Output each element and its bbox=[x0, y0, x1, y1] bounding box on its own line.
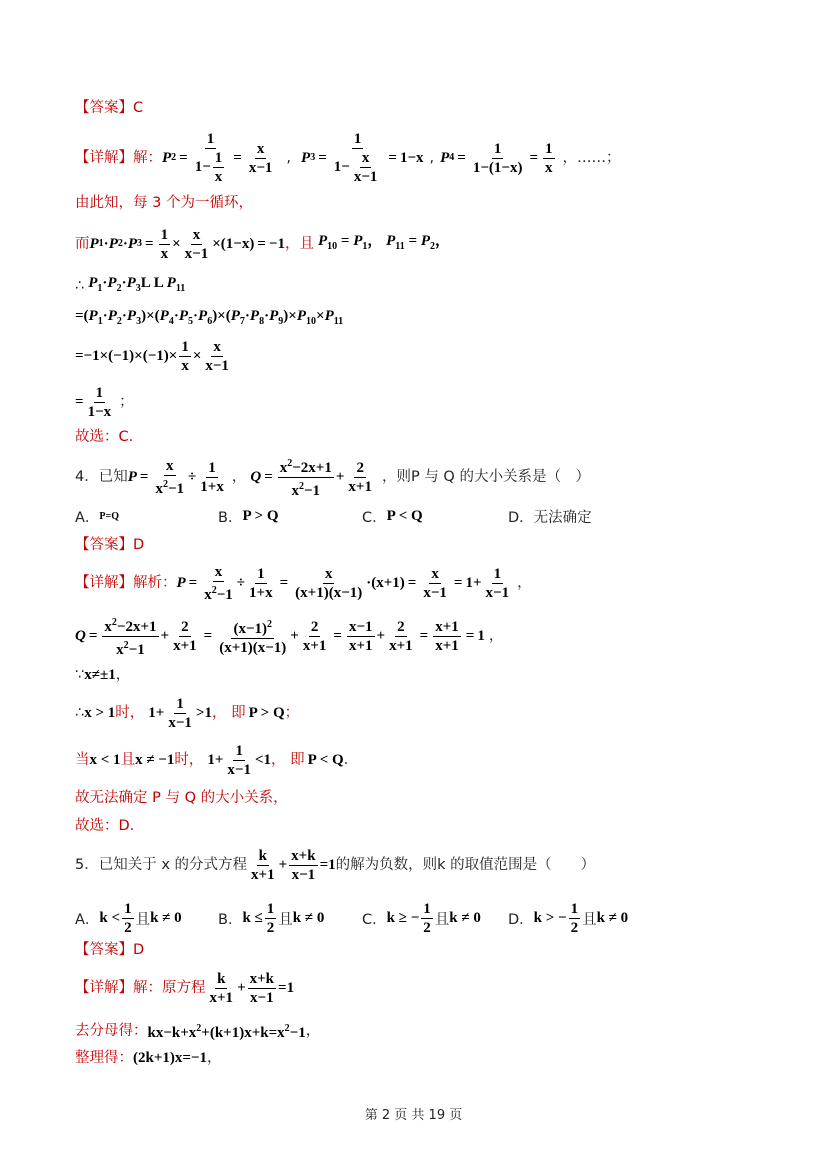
q3-p3-expression: P 3 = 1 1− $\frac{x}{x-1}$ = 1−x bbox=[301, 131, 424, 185]
option-key: A． bbox=[75, 510, 100, 526]
q4-because-expression: x≠±1 bbox=[84, 667, 116, 683]
option-condition: k < $\frac{1}{2}$ bbox=[99, 900, 132, 936]
option-key: C． bbox=[362, 911, 387, 928]
q4-when2: 时， bbox=[174, 752, 204, 768]
q5-step2-label: 整理得： bbox=[75, 1050, 133, 1066]
option-condition-b: k ≠ 0 bbox=[596, 909, 629, 926]
q4-option-b bbox=[218, 506, 279, 527]
option-and: 且 bbox=[135, 911, 151, 928]
option-key: C． bbox=[362, 510, 387, 526]
q4-case1-inequality: 1+ $\frac{1}{x-1}$ >1 bbox=[148, 695, 212, 731]
q5-stem bbox=[75, 845, 595, 885]
q4-case2-inequality: 1+ $\frac{1}{x-1}$ <1 bbox=[207, 742, 272, 778]
q4-q-simplification-expression: Q = $\frac{x^2-2x+1}{x^2-1}$ + $\frac{2}{x+1}$ = $\frac{(x-1)^2}{(x+1)(x-1)}$ + $\frac{2}{x+1}$ = $\frac{x-1}{x+1}$ + $\frac{2}{x+1}$ = $\frac{x+1}{x+1}$ = 1 bbox=[75, 616, 485, 658]
answer-label: 【答案】 bbox=[75, 942, 133, 958]
option-condition: k ≥ − $\frac{1}{2}$ bbox=[386, 900, 431, 936]
detail-label: 【详解】 bbox=[75, 150, 133, 166]
q4-case1-line: ∴ x > 1 时， 1+ $\frac{1}{x-1}$ >1 ， 即 P > Q ； bbox=[75, 695, 300, 731]
option-key: D． bbox=[508, 911, 534, 928]
option-key: B． bbox=[218, 911, 243, 928]
q5-number: 5． bbox=[75, 857, 99, 873]
option-and: 且 bbox=[434, 911, 450, 928]
q5-answer-value: D bbox=[133, 942, 145, 958]
option-condition: k ≤ $\frac{1}{2}$ bbox=[242, 900, 275, 936]
q4-option-d bbox=[508, 506, 592, 527]
q5-step2-line: 整理得： (2k+1)x=−1 ， bbox=[75, 1050, 222, 1066]
q5-step1-expression: $kx-k+x^2+(k+1)x+k=x^2-1$ bbox=[147, 1023, 306, 1041]
q5-stem-tail: 的解为负数，则k 的取值范围是（ ） bbox=[335, 857, 596, 873]
q4-option-a bbox=[75, 506, 119, 527]
q3-grouped-expression: $=(P_1\cdot P_2\cdot P_3)\times(P_4\cdot P_5\cdot P_6)\times(P_7\cdot P_8\cdot P_9)\times P_{10}\times P_{11}$ bbox=[75, 308, 344, 327]
q3-therefore-line bbox=[75, 273, 185, 299]
q4-when2-lead: 当 bbox=[75, 752, 90, 768]
q5-stem-lead: 已知关于 x 的分式方程 bbox=[98, 857, 248, 873]
q4-stem-tail: ，则P 与 Q 的大小关系是（ ） bbox=[381, 469, 590, 485]
q4-case1-result: P > Q bbox=[248, 705, 285, 721]
q5-detail-line bbox=[75, 968, 294, 1008]
q4-case2-condition-a: x < 1 bbox=[89, 752, 121, 768]
q4-conclusion: 故选：D. bbox=[75, 818, 135, 834]
q4-ie1: ， 即 bbox=[211, 705, 246, 721]
q5-step1-line: 去分母得： $kx-k+x^2+(k+1)x+k=x^2-1$ ， bbox=[75, 1019, 320, 1043]
q4-case1-condition: x > 1 bbox=[84, 705, 116, 721]
q4-case2-condition-b: x ≠ −1 bbox=[135, 752, 175, 768]
q3-evaluated-expression: =−1×(−1)×(−1)× $\frac{1}{x}$ × $\frac{x}{x-1}$ bbox=[75, 338, 229, 374]
option-key: B． bbox=[218, 510, 243, 526]
q4-q-definition: Q = $\frac{x^2-2x+1}{x^2-1}$ + $\frac{2}{x+1}$ bbox=[250, 457, 372, 499]
q3-product-expression: P 1 · P 2 · P 3 = $\frac{1}{x}$ × $\frac{x}{x-1}$ ×(1−x) = −1 bbox=[89, 226, 285, 262]
option-key: A． bbox=[75, 911, 100, 928]
therefore-symbol: ∴ bbox=[75, 705, 85, 721]
q4-answer-line bbox=[75, 535, 144, 555]
option-condition: k > − $\frac{1}{2}$ bbox=[533, 900, 579, 936]
q3-product-line bbox=[75, 224, 450, 264]
option-text: P=Q bbox=[99, 511, 120, 522]
q4-detail-line: 【详解】 解析： P = $\frac{x}{x^2-1}$ ÷ $\frac{1}{1+x}$ = $\frac{x}{(x+1)(x-1)}$ ·(x+1) = $\frac{x}{x-1}$ = 1+ $\frac{1}{x-1}$ ， bbox=[75, 563, 532, 603]
q5-step1-label: 去分母得： bbox=[75, 1023, 148, 1039]
q3-result-expression: = $\frac{1}{1-x}$ bbox=[75, 384, 112, 420]
page-footer: 第 2 页 共 19 页 bbox=[364, 1108, 463, 1123]
q4-cannot-determine: 故无法确定 P 与 Q 的大小关系， bbox=[75, 790, 288, 806]
q4-case2-line: 当 x < 1 且 x ≠ −1 时， 1+ $\frac{1}{x-1}$ <1 ， 即 P < Q ． bbox=[75, 742, 359, 778]
q4-answer-value: D bbox=[133, 537, 145, 553]
q4-case2-result: P < Q bbox=[307, 752, 344, 768]
q4-q-simplification: Q = $\frac{x^2-2x+1}{x^2-1}$ + $\frac{2}{x+1}$ = $\frac{(x-1)^2}{(x+1)(x-1)}$ + $\frac{2}{x+1}$ = $\frac{x-1}{x+1}$ + $\frac{2}{x+1}$ = $\frac{x+1}{x+1}$ = 1 ， bbox=[75, 616, 504, 658]
q3-and-text: ，且 bbox=[284, 236, 314, 252]
q3-conclusion: 故选：C. bbox=[75, 429, 134, 445]
q5-option-a bbox=[75, 898, 182, 938]
q3-p4-expression: P 4 = $\frac{1}{1-(1-x)}$ = $\frac{1}{x}$ bbox=[440, 140, 553, 176]
q3-chain-product: $P_1\cdot P_2\cdot P_3L$ L $P_{11}$ bbox=[88, 275, 186, 294]
q3-result: = $\frac{1}{1-x}$ ； bbox=[75, 384, 134, 420]
option-text: P > Q bbox=[242, 508, 279, 524]
q5-equation: $\frac{k}{x+1}$ + $\frac{x+k}{x-1}$ =1 bbox=[251, 847, 336, 883]
q5-option-b bbox=[218, 898, 324, 938]
q5-option-c bbox=[362, 898, 481, 938]
option-text: 无法确定 bbox=[533, 510, 592, 526]
therefore-symbol: ∴ bbox=[75, 278, 85, 294]
answer-label: 【答案】 bbox=[75, 537, 133, 553]
q3-grouped-product bbox=[75, 306, 343, 332]
q4-option-c bbox=[362, 506, 423, 527]
q4-ie2: ， 即 bbox=[271, 752, 305, 768]
q4-and2: 且 bbox=[120, 752, 136, 768]
because-symbol: ∵ bbox=[75, 667, 85, 683]
q5-answer-line bbox=[75, 940, 144, 960]
option-condition-b: k ≠ 0 bbox=[150, 909, 182, 926]
answer-label: 【答案】 bbox=[75, 100, 133, 116]
detail-label: 【详解】 bbox=[75, 575, 133, 591]
q3-answer-value: C bbox=[133, 100, 144, 116]
q3-detail-lead: 解： bbox=[133, 150, 162, 166]
q3-cycle-note: 由此知，每 3 个为一循环， bbox=[75, 195, 253, 211]
option-condition-b: k ≠ 0 bbox=[449, 909, 481, 926]
option-and: 且 bbox=[582, 911, 597, 928]
q4-stem: 4． 已知 P = $\frac{x}{x^2-1}$ ÷ $\frac{1}{1+x}$ ， Q = $\frac{x^2-2x+1}{x^2-1}$ + $\frac{2}{x+1}$ ，则P 与 Q 的大小关系是（ ） bbox=[75, 457, 590, 499]
detail-label: 【详解】 bbox=[75, 980, 133, 996]
option-condition-b: k ≠ 0 bbox=[292, 909, 325, 926]
q5-step2-expression: (2k+1)x=−1 bbox=[133, 1050, 207, 1066]
q5-option-d bbox=[508, 898, 628, 938]
q4-because-line: ∵ x≠±1 ， bbox=[75, 667, 131, 683]
q5-detail-lead: 解：原方程 bbox=[133, 980, 206, 996]
option-and: 且 bbox=[278, 911, 293, 928]
q4-p-simplification: P = $\frac{x}{x^2-1}$ ÷ $\frac{1}{1+x}$ = $\frac{x}{(x+1)(x-1)}$ ·(x+1) = $\frac{x}{x-1}$ = 1+ $\frac{1}{x-1}$ bbox=[176, 563, 510, 603]
q5-detail-equation: $\frac{k}{x+1}$ + $\frac{x+k}{x-1}$ =1 bbox=[209, 970, 295, 1006]
q3-p2-expression: P 2 = 1 1− $\frac{1}{x}$ = $\frac{x}{x-1}$ bbox=[162, 131, 273, 185]
option-key: D． bbox=[508, 510, 534, 526]
q3-answer-line bbox=[75, 98, 143, 118]
q3-product-lead: 而 bbox=[75, 236, 90, 252]
q3-period-expression: $P_{10} = P_1$， $P_{11} = P_2$， bbox=[317, 233, 450, 252]
q4-when1: 时， bbox=[115, 705, 145, 721]
q4-stem-lead: 已知 bbox=[98, 469, 128, 485]
q3-detail-line: 【详解】 解： P 2 = 1 1− $\frac{1}{x}$ = $\frac{x}{x-1}$ , P 3 = 1 1− $\frac{x}{x-1}$ = 1−x , P 4 = $\frac{1}{1-(1-x)}$ = $\frac{1}{x}$ ，……； bbox=[75, 131, 621, 185]
option-text: P < Q bbox=[386, 508, 423, 524]
q4-p-definition: P = $\frac{x}{x^2-1}$ ÷ $\frac{1}{1+x}$ bbox=[127, 457, 224, 497]
q4-number: 4． bbox=[75, 469, 99, 485]
q4-detail-lead: 解析： bbox=[133, 575, 177, 591]
q3-evaluated-product bbox=[75, 336, 233, 376]
